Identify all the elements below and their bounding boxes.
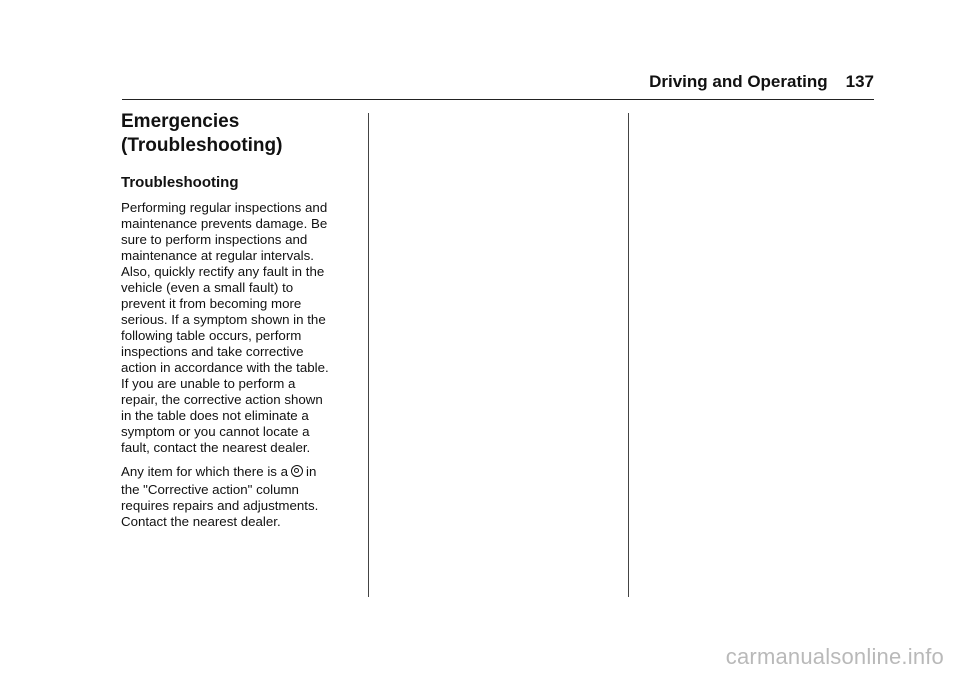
dealer-service-icon [291, 465, 303, 477]
header-rule [122, 99, 874, 100]
column-divider-left [368, 113, 369, 597]
subheading: Troubleshooting [121, 174, 239, 191]
paragraph-inspections: Performing regular inspections and maintenance prevents damage. Be sure to perform inspections and maintenance at regular intervals. Also, quickly rectify any fault in the vehicle (even a small fault) to prevent it from becoming more serious. If a symptom shown in the following table occurs, perform inspections and take corrective action in accordance with the table. If you are unable to perform a repair, the corrective action shown in the table does not eliminate a symptom or you cannot locate a fault, contact the nearest dealer. [121, 200, 329, 455]
page-number: 137 [845, 72, 874, 91]
watermark: carmanualsonline.info [725, 644, 944, 669]
section-heading: Emergencies (Troubleshooting) [121, 111, 283, 156]
running-header [649, 71, 874, 93]
section-title: Driving and Operating [649, 72, 828, 91]
paragraph-dealer-note: Any item for which there is a in the "Corrective action" column requires repairs and adjustments. Contact the nearest dealer. [121, 464, 319, 529]
column-divider-right [628, 113, 629, 597]
text-column [121, 110, 357, 530]
